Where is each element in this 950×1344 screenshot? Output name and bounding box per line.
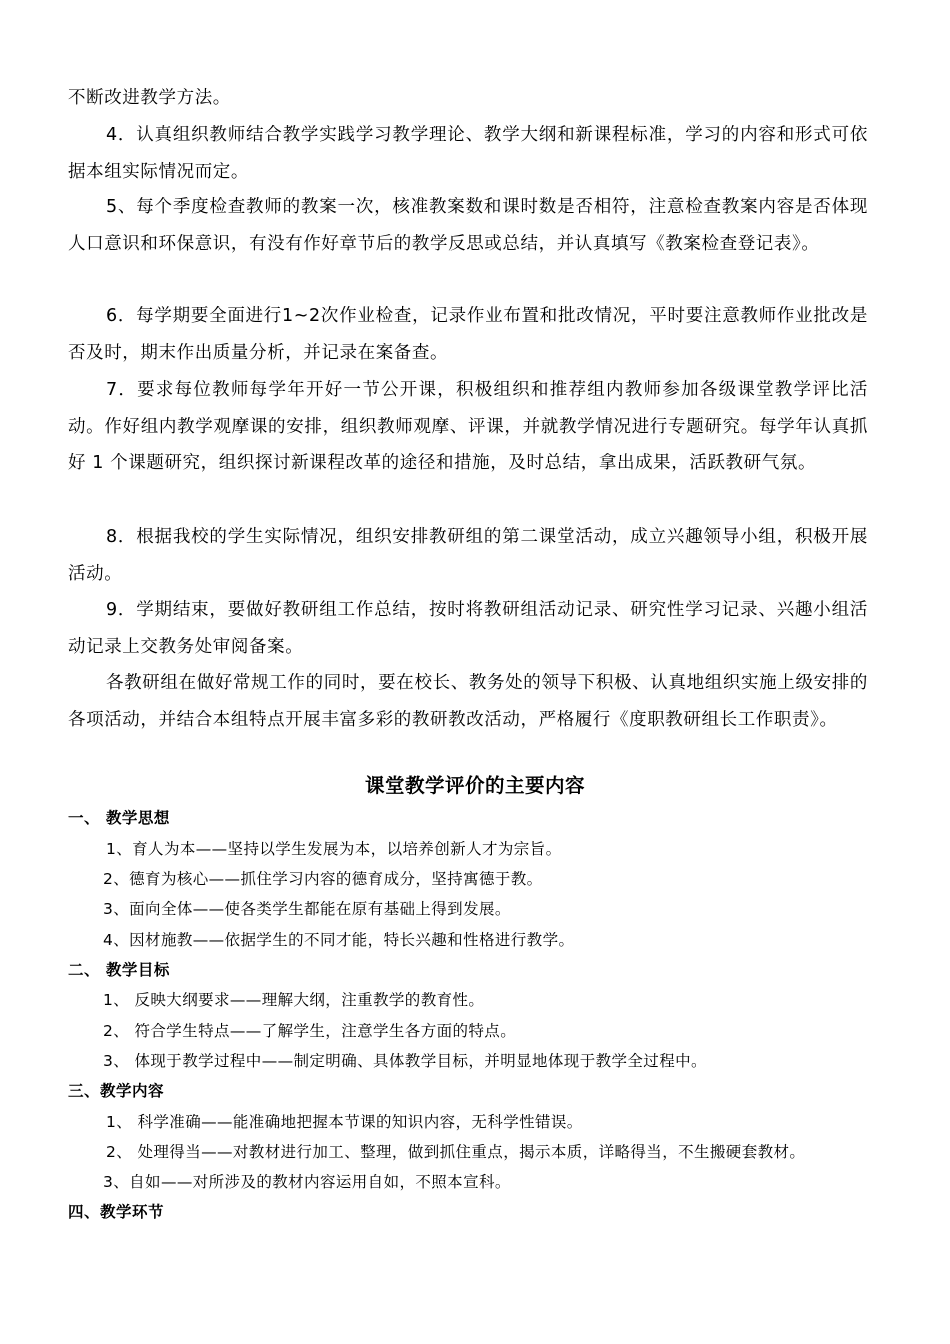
- list-item: 1、 科学准确——能准确地把握本节课的知识内容，无科学性错误。: [106, 1113, 583, 1131]
- list-item: 2、德育为核心——抓住学习内容的德育成分，坚持寓德于教。: [103, 870, 543, 888]
- paragraph-item-6: 6．每学期要全面进行1~2次作业检查，记录作业布置和批改情况，平时要注意教师作业批改是否及时，期末作出质量分析，并记录在案备查。: [68, 306, 868, 363]
- list-item: 4、因材施教——依据学生的不同才能，特长兴趣和性格进行教学。: [103, 931, 575, 949]
- list-item: 1、 反映大纲要求——理解大纲，注重教学的教育性。: [103, 991, 485, 1009]
- section-heading-1: 一、 教学思想: [68, 809, 170, 827]
- paragraph-continuation: 不断改进教学方法。: [68, 88, 231, 108]
- paragraph-summary: 各教研组在做好常规工作的同时，要在校长、教务处的领导下积极、认真地组织实施上级安排的各项活动，并结合本组特点开展丰富多彩的教研教改活动，严格履行《度职教研组长工作职责》。: [68, 673, 868, 730]
- list-item: 3、面向全体——使各类学生都能在原有基础上得到发展。: [103, 900, 511, 918]
- list-item: 1、育人为本——坚持以学生发展为本，以培养创新人才为宗旨。: [106, 840, 562, 858]
- section-title: 课堂教学评价的主要内容: [364, 774, 585, 797]
- section-heading-3: 三、教学内容: [68, 1082, 165, 1100]
- list-item: 2、 处理得当——对教材进行加工、整理，做到抓住重点，揭示本质，详略得当，不生搬硬套教材。: [106, 1143, 806, 1161]
- section-heading-2: 二、 教学目标: [68, 961, 170, 979]
- section-heading-4: 四、教学环节: [68, 1203, 165, 1221]
- list-item: 3、自如——对所涉及的教材内容运用自如，不照本宣科。: [103, 1173, 511, 1191]
- paragraph-item-9: 9．学期结束，要做好教研组工作总结，按时将教研组活动记录、研究性学习记录、兴趣小组活动记录上交教务处审阅备案。: [68, 600, 868, 657]
- paragraph-item-8: 8．根据我校的学生实际情况，组织安排教研组的第二课堂活动，成立兴趣领导小组，积极开展活动。: [68, 527, 868, 584]
- paragraph-item-7: 7．要求每位教师每学年开好一节公开课，积极组织和推荐组内教师参加各级课堂教学评比活动。作好组内教学观摩课的安排，组织教师观摩、评课，并就教学情况进行专题研究。每学年认真抓好 1 个课题研究，组织探讨新课程改革的途径和措施，及时总结，拿出成果，活跃教研气氛。: [68, 380, 868, 473]
- paragraph-item-4: 4．认真组织教师结合教学实践学习教学理论、教学大纲和新课程标准，学习的内容和形式可依据本组实际情况而定。: [68, 125, 868, 182]
- list-item: 3、 体现于教学过程中——制定明确、具体教学目标，并明显地体现于教学全过程中。: [103, 1052, 707, 1070]
- list-item: 2、 符合学生特点——了解学生，注意学生各方面的特点。: [103, 1022, 517, 1040]
- paragraph-item-5: 5、每个季度检查教师的教案一次，核准教案数和课时数是否相符，注意检查教案内容是否体现人口意识和环保意识，有没有作好章节后的教学反思或总结，并认真填写《教案检查登记表》。: [68, 197, 868, 254]
